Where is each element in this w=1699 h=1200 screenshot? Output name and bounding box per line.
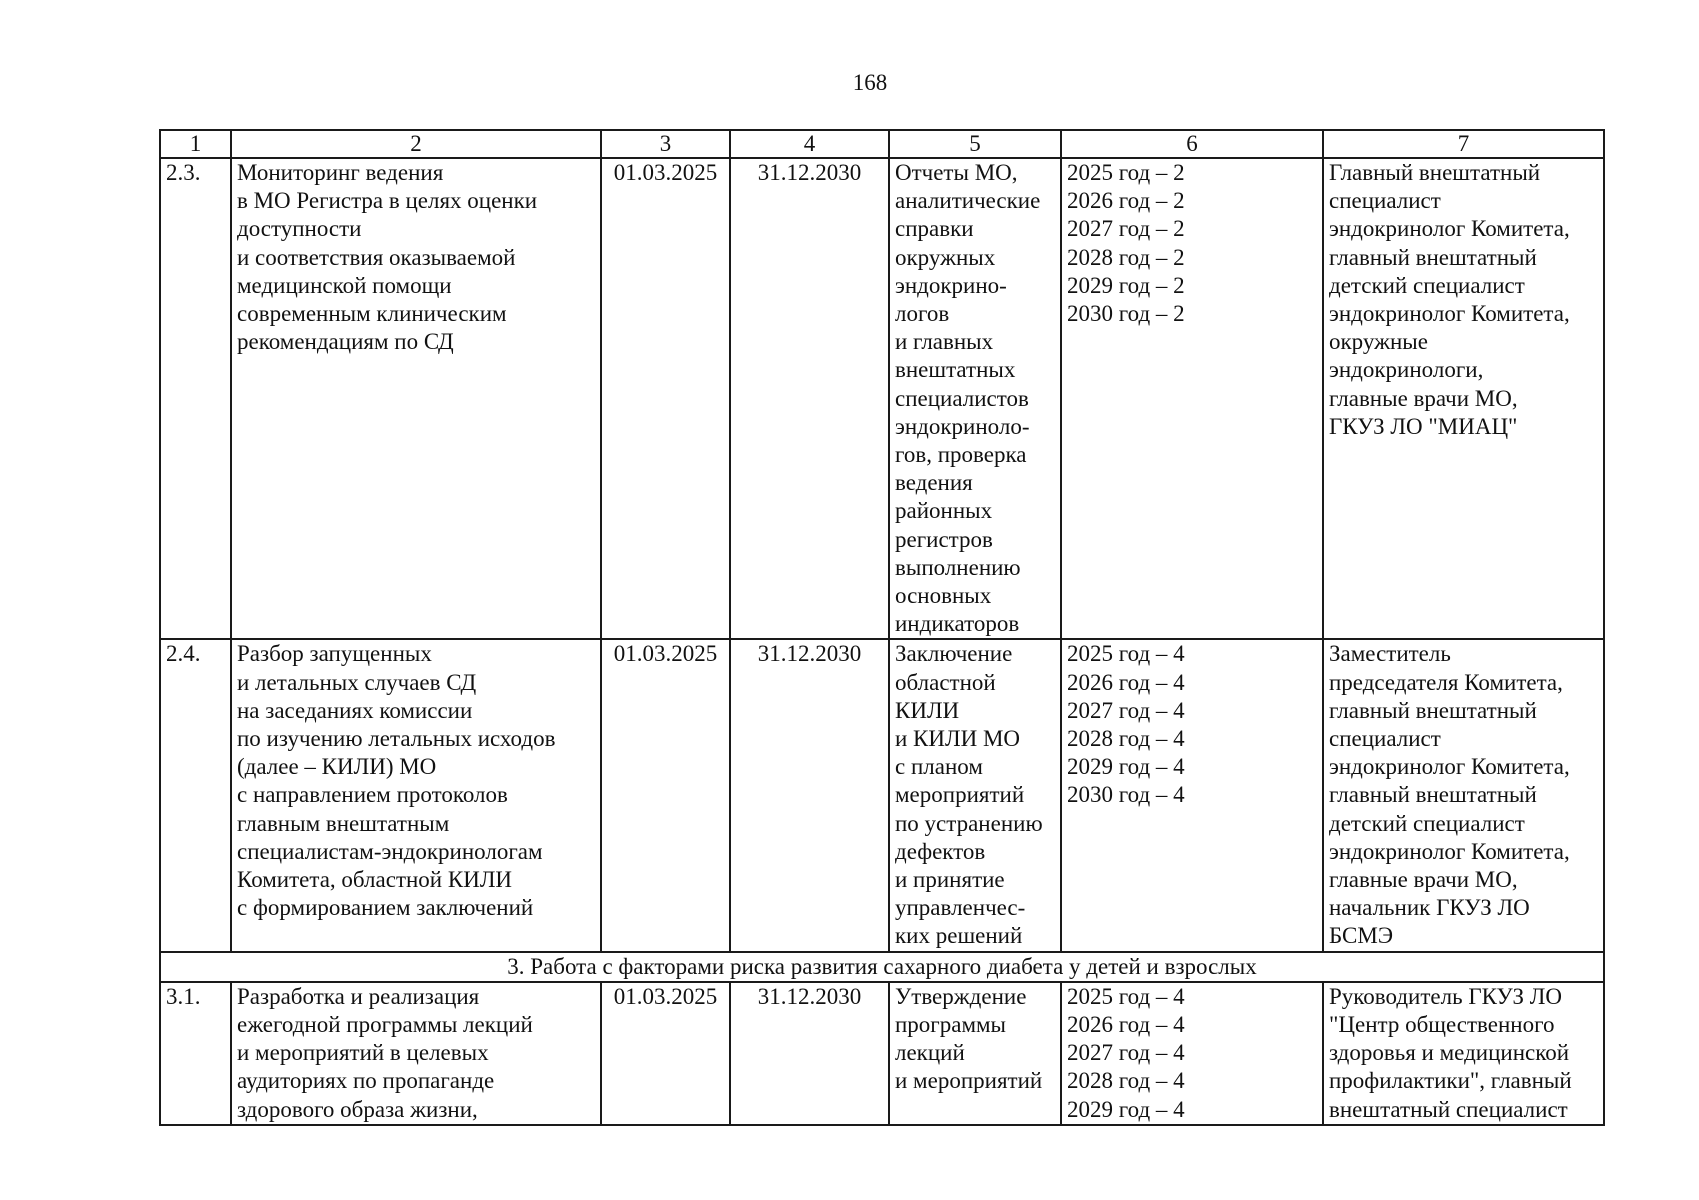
activity-name-line: с формированием заключений (237, 895, 534, 921)
result-line: регистров (895, 526, 993, 552)
responsible-line: окружные (1329, 329, 1428, 355)
result-line: и принятие (895, 867, 1005, 893)
activity-name-line: медицинской помощи (237, 272, 452, 298)
responsible-line: начальник ГКУЗ ЛО (1329, 895, 1530, 921)
activity-name-line: и мероприятий в целевых (237, 1040, 489, 1066)
indicator-line: 2025 год – 2 (1067, 160, 1185, 185)
result-cell (889, 158, 1061, 639)
indicators-cell (1061, 158, 1323, 639)
indicators-cell (1061, 982, 1323, 1125)
result-line: справки (895, 216, 974, 242)
activity-name-line: и летальных случаев СД (237, 669, 477, 695)
activity-name-cell (231, 982, 601, 1125)
activity-name-line: по изучению летальных исходов (237, 726, 556, 752)
row-number: 2.3. (160, 158, 231, 639)
result-line: гов, проверка (895, 442, 1027, 468)
indicator-line: 2025 год – 4 (1067, 641, 1185, 667)
responsible-line: эндокринолог Комитета, (1329, 301, 1570, 327)
responsible-line: Руководитель ГКУЗ ЛО (1329, 983, 1562, 1009)
responsible-line: здоровья и медицинской (1329, 1040, 1570, 1066)
responsible-line: специалист (1329, 188, 1441, 214)
activity-name-line: в МО Регистра в целях оценки (237, 188, 538, 214)
activity-name-line: главным внештатным (237, 810, 450, 836)
responsible-line: ГКУЗ ЛО "МИАЦ" (1329, 413, 1518, 439)
result-line: дефектов (895, 838, 986, 864)
activity-name-line: доступности (237, 216, 362, 242)
column-header: 3 (601, 130, 730, 158)
start-date: 01.03.2025 (601, 639, 730, 951)
start-date: 01.03.2025 (601, 982, 730, 1125)
result-line: специалистов (895, 385, 1029, 411)
result-line: эндокриноло- (895, 413, 1030, 439)
start-date: 01.03.2025 (601, 158, 730, 639)
column-header: 5 (889, 130, 1061, 158)
result-line: аналитические (895, 188, 1041, 214)
result-line: индикаторов (895, 611, 1020, 637)
responsible-line: "Центр общественного (1329, 1011, 1555, 1037)
result-line: Утверждение (895, 983, 1027, 1009)
result-line: областной (895, 669, 996, 695)
activity-name-line: на заседаниях комиссии (237, 697, 473, 723)
section-title: 3. Работа с факторами риска развития сахарного диабета у детей и взрослых (160, 952, 1604, 982)
result-line: мероприятий (895, 782, 1025, 808)
indicator-line: 2027 год – 2 (1067, 216, 1185, 242)
indicator-line: 2028 год – 2 (1067, 244, 1185, 270)
result-line: ведения (895, 470, 973, 496)
activity-name-line: и соответствия оказываемой (237, 244, 516, 270)
responsible-line: детский специалист (1329, 272, 1525, 298)
responsible-line: специалист (1329, 726, 1441, 752)
result-line: ких решений (895, 923, 1023, 949)
table-row (160, 158, 1604, 639)
responsible-line: главный внештатный (1329, 782, 1537, 808)
activity-name-line: (далее – КИЛИ) МО (237, 754, 437, 780)
indicator-line: 2029 год – 2 (1067, 272, 1185, 298)
activity-name-cell (231, 639, 601, 951)
responsible-line: эндокринологи, (1329, 357, 1484, 383)
indicators-cell (1061, 639, 1323, 951)
column-number-row (160, 130, 1604, 158)
responsible-cell (1323, 158, 1604, 639)
result-line: и главных (895, 329, 994, 355)
row-number: 3.1. (160, 982, 231, 1125)
responsible-cell (1323, 982, 1604, 1125)
result-line: эндокрино- (895, 272, 1007, 298)
responsible-line: внештатный специалист (1329, 1096, 1568, 1122)
responsible-line: главный внештатный (1329, 697, 1537, 723)
column-header: 4 (730, 130, 889, 158)
responsible-line: эндокринолог Комитета, (1329, 754, 1570, 780)
result-line: лекций (895, 1040, 965, 1066)
end-date: 31.12.2030 (730, 158, 889, 639)
indicator-line: 2026 год – 4 (1067, 669, 1185, 695)
result-cell (889, 639, 1061, 951)
result-line: основных (895, 583, 992, 609)
result-line: внештатных (895, 357, 1016, 383)
result-line: логов (895, 301, 950, 327)
section-row (160, 952, 1604, 982)
result-line: районных (895, 498, 993, 524)
indicator-line: 2030 год – 2 (1067, 301, 1185, 327)
page-number: 168 (852, 70, 888, 95)
result-line: КИЛИ (895, 697, 960, 723)
responsible-line: главный внештатный (1329, 244, 1537, 270)
responsible-line: председателя Комитета, (1329, 669, 1563, 695)
result-line: программы (895, 1011, 1007, 1037)
indicator-line: 2029 год – 4 (1067, 754, 1185, 780)
activity-name-line: Разработка и реализация (237, 983, 480, 1009)
result-line: окружных (895, 244, 996, 270)
activity-name-cell (231, 158, 601, 639)
result-line: Отчеты МО, (895, 160, 1018, 185)
responsible-cell (1323, 639, 1604, 951)
column-header: 2 (231, 130, 601, 158)
responsible-line: главные врачи МО, (1329, 385, 1518, 411)
responsible-line: профилактики", главный (1329, 1068, 1572, 1094)
indicator-line: 2025 год – 4 (1067, 983, 1185, 1009)
end-date: 31.12.2030 (730, 982, 889, 1125)
result-line: и мероприятий (895, 1068, 1043, 1094)
indicator-line: 2028 год – 4 (1067, 1068, 1185, 1094)
activity-name-line: с направлением протоколов (237, 782, 508, 808)
column-header: 7 (1323, 130, 1604, 158)
activity-name-line: Разбор запущенных (237, 641, 432, 667)
indicator-line: 2026 год – 2 (1067, 188, 1185, 214)
indicator-line: 2029 год – 4 (1067, 1096, 1185, 1122)
activity-name-line: ежегодной программы лекций (237, 1011, 533, 1037)
column-header: 6 (1061, 130, 1323, 158)
activity-name-line: современным клиническим (237, 301, 507, 327)
indicator-line: 2027 год – 4 (1067, 1040, 1185, 1066)
activity-name-line: аудиториях по пропаганде (237, 1068, 495, 1094)
indicator-line: 2030 год – 4 (1067, 782, 1185, 808)
activity-name-line: Мониторинг ведения (237, 160, 444, 185)
table-row (160, 639, 1604, 951)
activities-table (159, 129, 1605, 1126)
responsible-line: Главный внештатный (1329, 160, 1541, 185)
responsible-line: детский специалист (1329, 810, 1525, 836)
activity-name-line: Комитета, областной КИЛИ (237, 867, 513, 893)
end-date: 31.12.2030 (730, 639, 889, 951)
table-row (160, 982, 1604, 1125)
result-line: и КИЛИ МО (895, 726, 1021, 752)
result-line: выполнению (895, 554, 1021, 580)
indicator-line: 2026 год – 4 (1067, 1011, 1185, 1037)
indicator-line: 2027 год – 4 (1067, 697, 1185, 723)
responsible-line: эндокринолог Комитета, (1329, 838, 1570, 864)
result-line: с планом (895, 754, 983, 780)
result-line: по устранению (895, 810, 1043, 836)
result-line: управленчес- (895, 895, 1026, 921)
activity-name-line: здорового образа жизни, (237, 1096, 478, 1122)
responsible-line: эндокринолог Комитета, (1329, 216, 1570, 242)
activity-name-line: специалистам-эндокринологам (237, 838, 543, 864)
column-header: 1 (160, 130, 231, 158)
responsible-line: БСМЭ (1329, 923, 1394, 949)
responsible-line: главные врачи МО, (1329, 867, 1518, 893)
row-number: 2.4. (160, 639, 231, 951)
result-cell (889, 982, 1061, 1125)
responsible-line: Заместитель (1329, 641, 1451, 667)
indicator-line: 2028 год – 4 (1067, 726, 1185, 752)
activity-name-line: рекомендациям по СД (237, 329, 454, 355)
result-line: Заключение (895, 641, 1013, 667)
